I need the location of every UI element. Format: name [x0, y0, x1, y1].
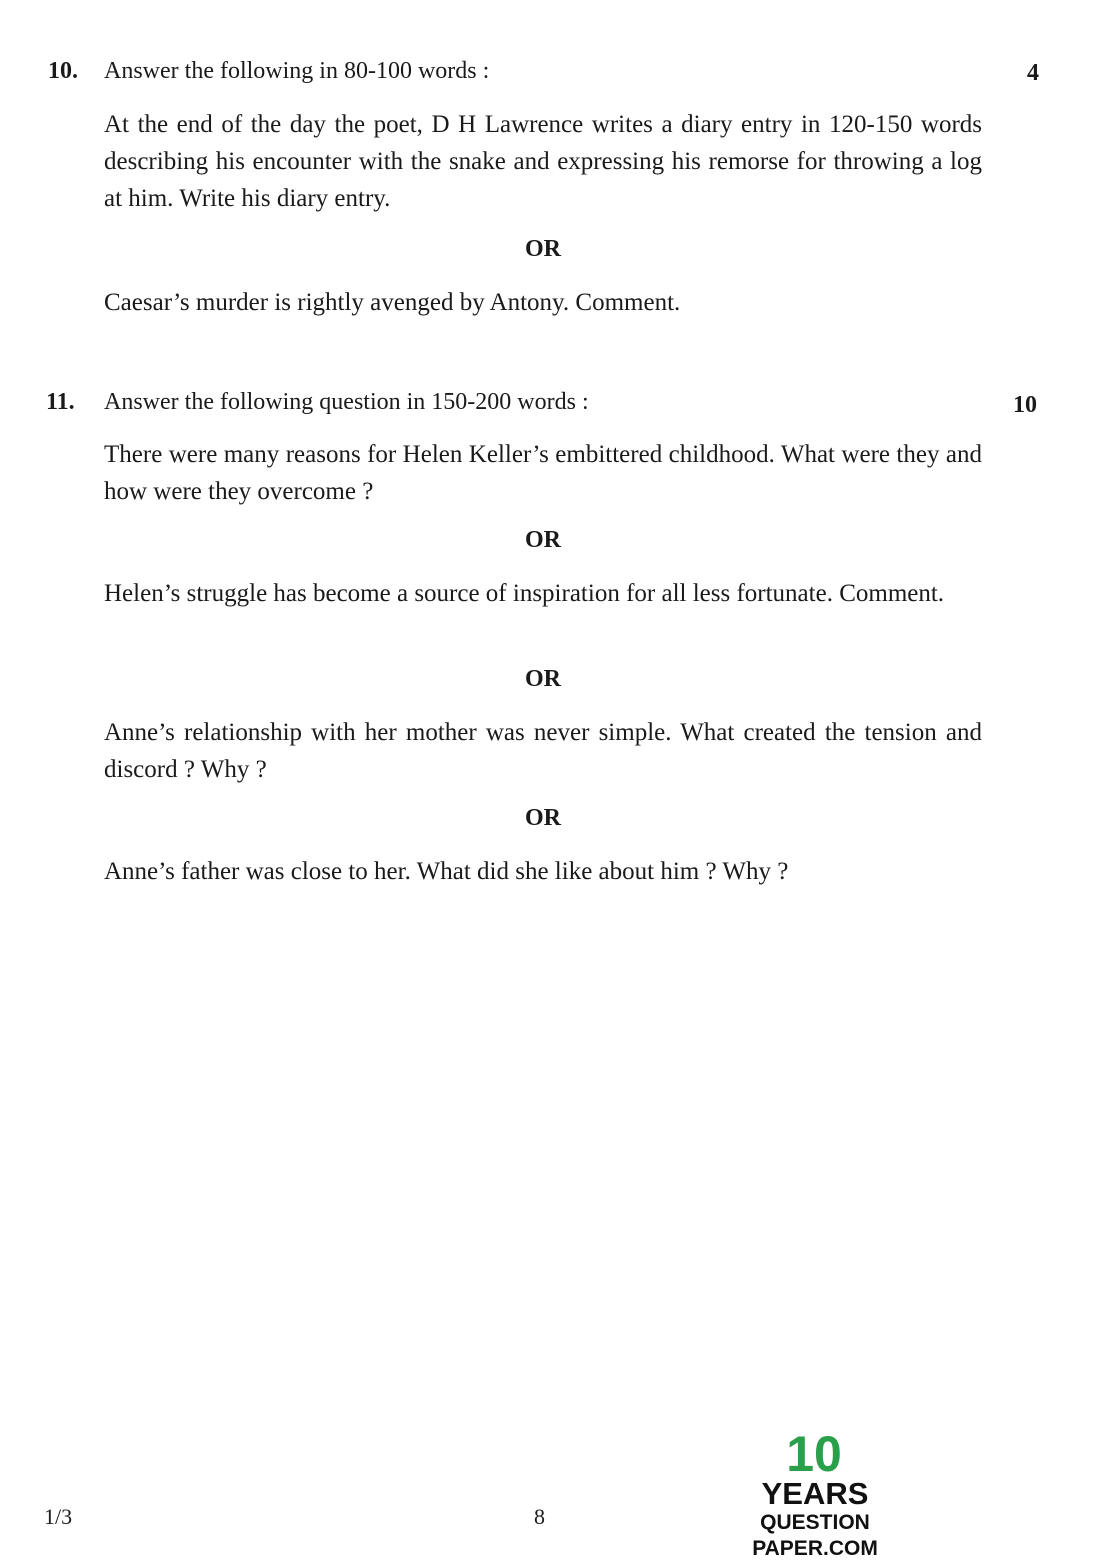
question-option-4: Anne’s father was close to her. What did she like about him ? Why ?: [104, 858, 789, 885]
question-instruction: Answer the following in 80-100 words :: [104, 58, 490, 84]
question-option-2: Helen’s struggle has become a source of inspiration for all less fortunate. Comment.: [104, 580, 945, 607]
logo-number: 10: [786, 1426, 842, 1482]
or-separator: OR: [525, 236, 561, 262]
question-number: 11.: [46, 389, 75, 415]
paper-code: 1/3: [44, 1504, 73, 1529]
or-separator: OR: [525, 805, 561, 831]
or-separator: OR: [525, 527, 561, 553]
watermark-logo: [700, 1426, 930, 1560]
or-separator: OR: [525, 666, 561, 692]
logo-site: QUESTION PAPER.COM: [752, 1511, 878, 1560]
question-number: 10.: [48, 58, 78, 84]
page-number: 8: [534, 1504, 545, 1529]
question-option-2: Caesar’s murder is rightly avenged by Antony. Comment.: [104, 289, 681, 316]
question-option-1: There were many reasons for Helen Keller’s embittered childhood. What were they and how were they overcome ?: [104, 441, 982, 505]
logo-years: YEARS: [761, 1476, 869, 1511]
question-instruction: Answer the following question in 150-200 words :: [104, 389, 589, 415]
question-marks: 4: [1027, 60, 1039, 86]
question-option-3: Anne’s relationship with her mother was never simple. What created the tension and discord ? Why ?: [104, 719, 982, 783]
question-option-1: At the end of the day the poet, D H Lawrence writes a diary entry in 120-150 words describing his encounter with the snake and expressing his remorse for throwing a log at him. Write his diary entry.: [104, 111, 982, 212]
question-marks: 10: [1013, 392, 1037, 418]
